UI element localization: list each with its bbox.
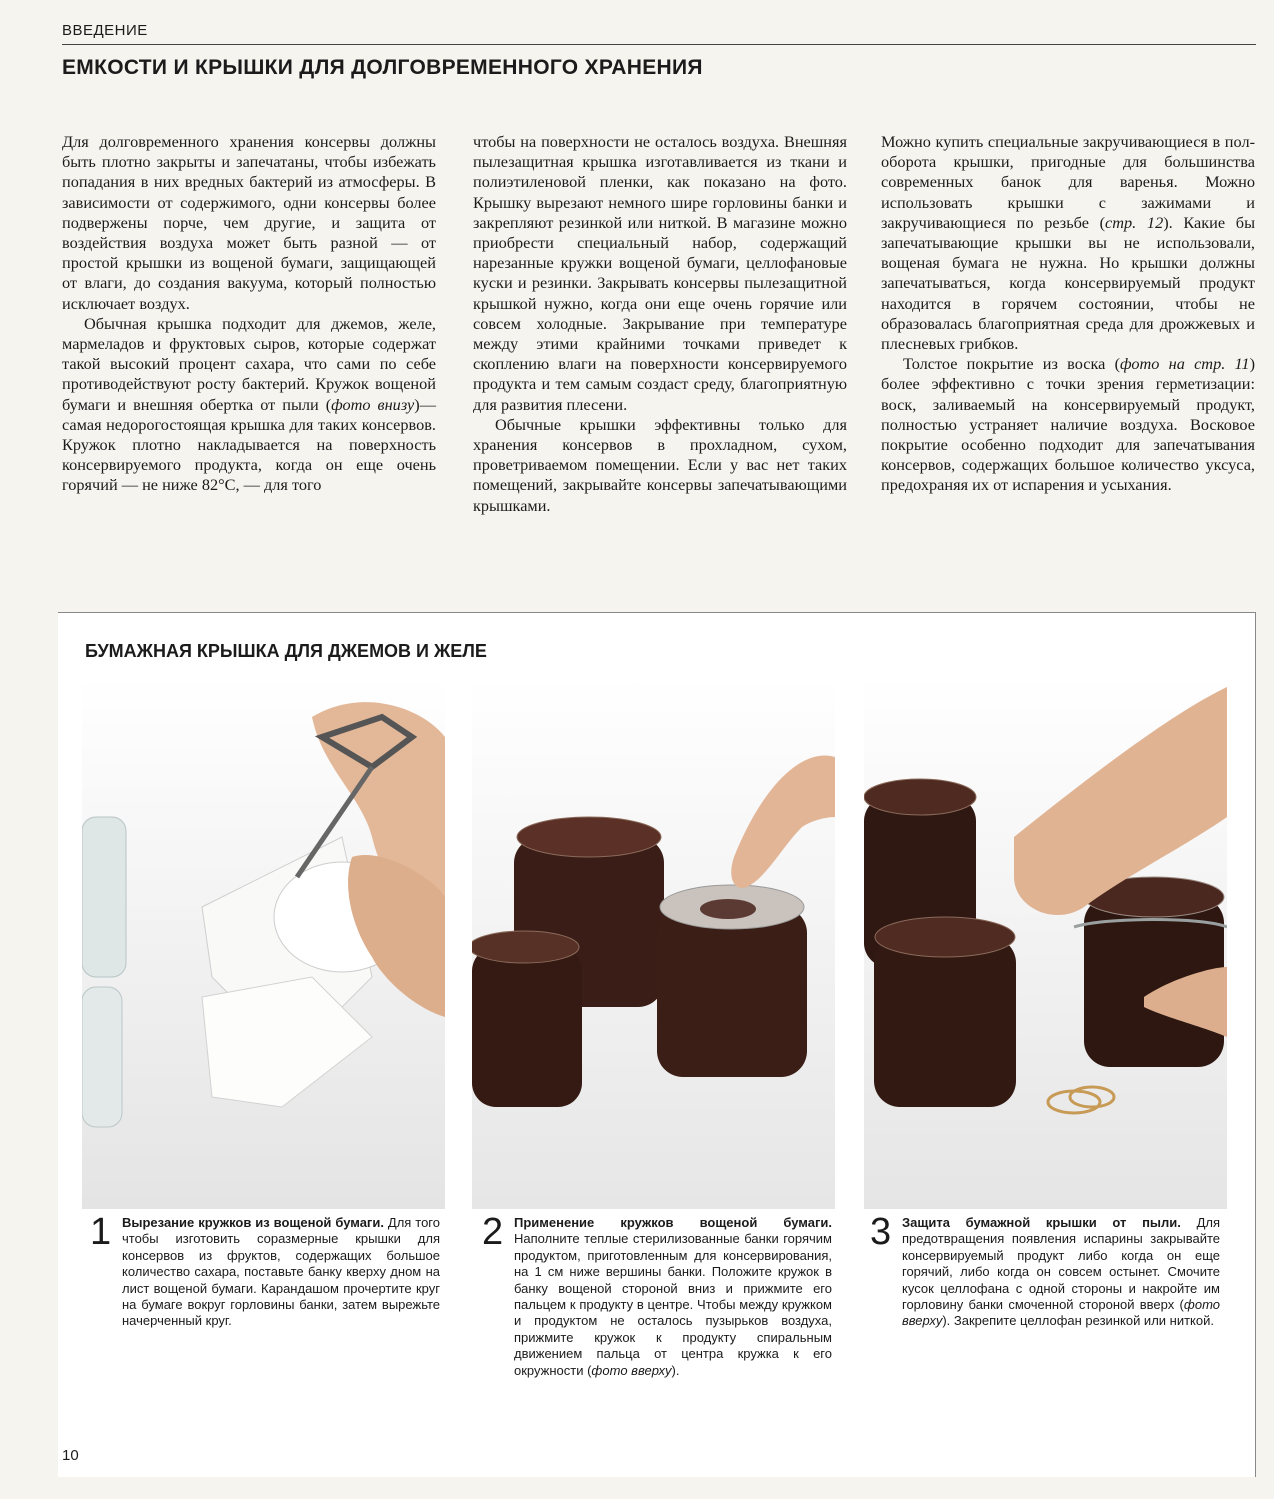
- step-3-caption: [870, 1211, 1220, 1330]
- panel-title: БУМАЖНАЯ КРЫШКА ДЛЯ ДЖЕМОВ И ЖЕЛЕ: [85, 641, 487, 661]
- step-number: 2: [482, 1211, 504, 1253]
- step-body-tail: ). Закрепите целлофан резинкой или ниткой.: [942, 1313, 1214, 1329]
- paragraph: [62, 314, 436, 496]
- step-number: 1: [90, 1211, 112, 1253]
- paragraph-text: ) более эффективно с точки зрения герметизации: воск, заливаемый на консервируемый продукт, полностью устраняет наличие воздуха. Восковое покрытие особенно подходит для запечатывания консервов, содержащих большое количество уксуса, предохраняя их от испарения и усыхания.: [881, 354, 1255, 495]
- page-reference: стр. 12: [1105, 212, 1164, 232]
- step-number: 3: [870, 1211, 892, 1253]
- paragraph: Для долговременного хранения консервы должны быть плотно закрыты и запечатаны, чтобы избежать попадания в них вредных бактерий из атмосферы. В зависимости от содержимого, одни консервы более подвержены порче, чем другие, и защита от воздействия воздуха может быть разной — от простой крышки из вощеной бумаги, защищающей от влаги, до создания вакуума, который полностью исключает воздух.: [62, 132, 436, 313]
- step-heading: Защита бумажной крышки от пыли.: [902, 1215, 1181, 1230]
- paragraph-text: ). Какие бы запечатывающие крышки вы не использовали, вощеная бумага не нужна. Но крышки должны запечатываться, когда консервируемый продукт находится в горячем состоянии, чтобы не образовалась благоприятная среда для дрожжевых и плесневых грибков.: [881, 212, 1256, 354]
- instruction-panel: [58, 612, 1256, 1477]
- photo-cutting-circles: [82, 677, 445, 1209]
- step-body: Наполните теплые стерилизованные банки горячим продуктом, приготовленным для консервирования, на 1 см ниже вершины банки. Положите кружок в банку вощеной стороной вниз и прижмите его пальцем к продукту в центре. Чтобы между кружком и продуктом не осталось пузырьков воздуха, прижмите кружок к продукту спиральным движением пальца от центра кружка к его окружности (: [514, 1231, 832, 1378]
- step-body: Для предотвращения появления испарины закрывайте консервируемый продукт либо когда он еще горячий, либо когда он совсем остынет. Смочите кусок целлофана с одной стороны и накройте им горловину банки смоченной стороной вверх (: [902, 1215, 1220, 1313]
- step-heading: Вырезание кружков из вощеной бумаги.: [122, 1215, 384, 1230]
- paragraph: [881, 132, 1255, 354]
- paragraph: чтобы на поверхности не осталось воздуха. Внешняя пылезащитная крышка изготавливается из ткани и полиэтиленовой пленки, как показано на фото. Крышку вырезают немного шире горловины банки и закрепляют резинкой или ниткой. В магазине можно приобрести специальный набор, содержащий нарезанные кружки вощеной бумаги, целлофановые куски и резинки. Закрывать консервы пылезащитной крышкой нужно, когда они еще очень горячие или совсем холодные. Закрывание при температуре между этими крайними точками приведет к скоплению влаги на поверхности консервируемого продукта и тем самым создаст среду, благоприятную для развития плесени.: [473, 132, 847, 414]
- step-text: [122, 1215, 440, 1330]
- photo-reference: фото на стр. 11: [1120, 354, 1250, 374]
- step-text: [514, 1215, 832, 1379]
- paragraph-text: Можно купить специальные закручивающиеся в пол-оборота крышки, пригодные для большинства современных банок для варенья. Можно использовать крышки с зажимами и закручивающиеся по резьбе (: [881, 132, 1255, 232]
- step-body: Для того чтобы изготовить соразмерные крышки для консервов из фруктов, содержащих большое количество сахара, поставьте банку кверху дном на лист вощеной бумаги. Карандашом прочертите круг на бумаге вокруг горловины банки, затем вырежьте начерченный круг.: [122, 1215, 440, 1329]
- photo-dust-cover: [864, 677, 1227, 1209]
- photo-pressing-disc: [472, 677, 835, 1209]
- step-body-tail: ).: [671, 1362, 680, 1378]
- photo-reference: фото вверху: [902, 1297, 1220, 1329]
- step-2-caption: [482, 1211, 832, 1379]
- paragraph-text: Толстое покрытие из воска (: [903, 354, 1121, 374]
- text-column-1: [62, 132, 436, 496]
- paragraph: [881, 354, 1255, 495]
- step-1-caption: [90, 1211, 440, 1330]
- page-title: ЕМКОСТИ И КРЫШКИ ДЛЯ ДОЛГОВРЕМЕННОГО ХРАНЕНИЯ: [62, 56, 703, 79]
- paragraph-text: Обычная крышка подходит для джемов, желе, мармеладов и фруктовых сыров, которые содержат такой высокий процент сахара, что сами по себе противодействуют росту бактерий. Кружок вощеной бумаги и внешняя обертка от пыли (: [62, 313, 436, 414]
- paragraph-text: )— самая недорогостоящая крышка для таких консервов. Кружок плотно накладывается на поверхность консервируемого продукта, когда он еще очень горячий — не ниже 82°С, — для того: [62, 394, 436, 495]
- photo-reference: фото вверху: [591, 1362, 672, 1378]
- text-column-2: [473, 132, 847, 516]
- paragraph: Обычные крышки эффективны только для хранения консервов в прохладном, сухом, проветриваемом помещении. Если у вас нет таких помещений, закрывайте консервы запечатывающими крышками.: [473, 414, 847, 515]
- text-column-3: [881, 132, 1255, 496]
- step-heading: Применение кружков вощеной бумаги.: [514, 1215, 832, 1230]
- page-number: 10: [62, 1447, 79, 1464]
- photo-reference: фото внизу: [331, 394, 415, 414]
- header-rule: [62, 44, 1256, 45]
- section-label: ВВЕДЕНИЕ: [62, 22, 148, 39]
- step-text: [902, 1215, 1220, 1330]
